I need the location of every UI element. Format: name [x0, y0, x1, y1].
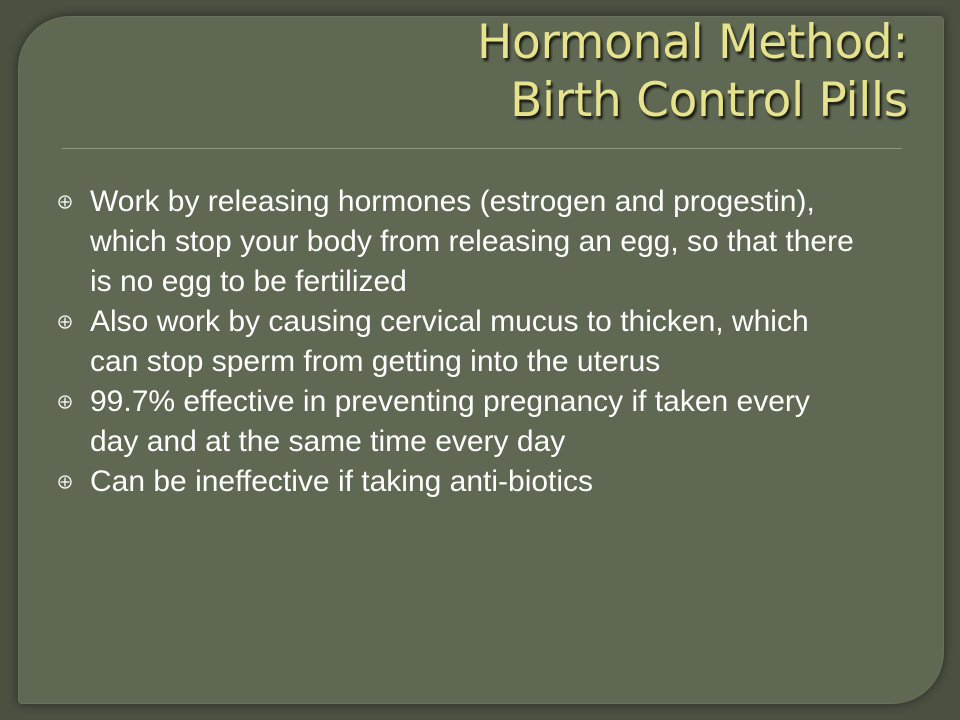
bullet-item [58, 182, 858, 302]
bullet-list [58, 182, 858, 502]
bullet-text: Work by releasing hormones (estrogen and progestin), which stop your body from releasing an egg, so that there is no egg to be fertilized [90, 185, 854, 298]
circled-plus-icon [58, 315, 72, 329]
slide-title [477, 14, 908, 130]
bullet-text: Also work by causing cervical mucus to thicken, which can stop sperm from getting into the uterus [90, 305, 809, 378]
bullet-item [58, 382, 858, 462]
bullet-item [58, 302, 858, 382]
bullet-item [58, 462, 858, 502]
circled-plus-icon [58, 475, 72, 489]
title-divider [62, 148, 902, 149]
title-line-2: Birth Control Pills [510, 73, 908, 128]
title-line-1: Hormonal Method: [476, 15, 908, 70]
bullet-text: 99.7% effective in preventing pregnancy if taken every day and at the same time every day [90, 385, 810, 458]
circled-plus-icon [58, 195, 72, 209]
bullet-text: Can be ineffective if taking anti-biotics [90, 465, 594, 498]
circled-plus-icon [58, 395, 72, 409]
